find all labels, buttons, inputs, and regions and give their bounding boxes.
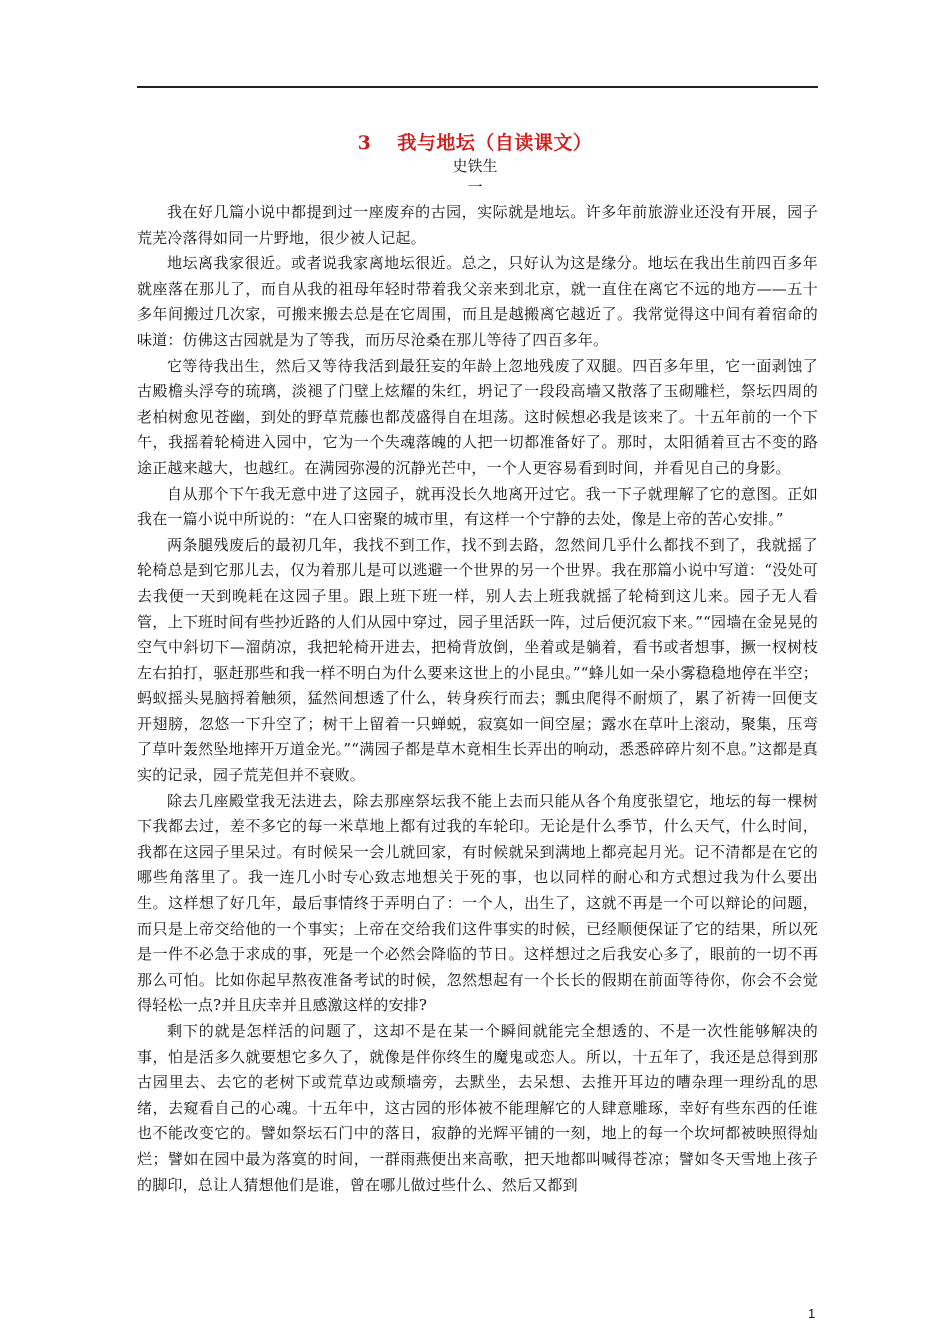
paragraph: 自从那个下午我无意中进了这园子，就再没长久地离开过它。我一下子就理解了它的意图。正如我在一篇小说中所说的：“在人口密聚的城市里，有这样一个宁静的去处，像是上帝的苦心安排。”	[137, 484, 818, 529]
paragraph: 我在好几篇小说中都提到过一座废弃的古园，实际就是地坛。许多年前旅游业还没有开展，园子荒芜冷落得如同一片野地，很少被人记起。	[137, 203, 818, 247]
paragraph: 剩下的就是怎样活的问题了，这却不是在某一个瞬间就能完全想透的、不是一次性能够解决的事，怕是活多久就要想它多久了，就像是伴你终生的魔鬼或恋人。所以，十五年了，我还是总得到那古园里去、去它的老树下或荒草边或颓墙旁，去默坐，去呆想、去推开耳边的嘈杂理一理纷乱的思绪，去窥看自己的心魂。十五年中，这古园的形体被不能理解它的人肆意雕琢，幸好有些东西的任谁也不能改变它的。譬如祭坛石门中的落日，寂静的光辉平铺的一刻，地上的每一个坎坷都被映照得灿烂；譬如在园中最为落寞的时间，一群雨燕便出来高歌，把天地都叫喊得苍凉；譬如冬天雪地上孩子的脚印，总让人猜想他们是谁，曾在哪儿做过些什么、然后又都到	[137, 1022, 818, 1194]
header-rule	[137, 86, 818, 88]
author-name: 史铁生	[452, 157, 498, 175]
page-title	[0, 128, 950, 155]
paragraph: 两条腿残废后的最初几年，我找不到工作，找不到去路，忽然间几乎什么都找不到了，我就摇了轮椅总是到它那儿去，仅为着那儿是可以逃避一个世界的另一个世界。我在那篇小说中写道：“没处可去我便一天到晚耗在这园子里。跟上班下班一样，别人去上班我就摇了轮椅到这儿来。园子无人看管，上下班时间有些抄近路的人们从园中穿过，园子里活跃一阵，过后便沉寂下来。”“园墙在金晃晃的空气中斜切下—溜荫凉，我把轮椅开进去，把椅背放倒，坐着或是躺着，看书或者想事，撅一杈树枝左右拍打，驱赶那些和我一样不明白为什么要来这世上的小昆虫。”“蜂儿如一朵小雾稳稳地停在半空；蚂蚁摇头晃脑捋着触须，猛然间想透了什么，转身疾行而去；瓢虫爬得不耐烦了，累了祈祷一回便支开翅膀，忽悠一下升空了；树干上留着一只蝉蜕，寂寞如一间空屋；露水在草叶上滚动，聚集，压弯了草叶轰然坠地摔开万道金光。”“满园子都是草木竟相生长弄出的响动，悉悉碎碎片刻不息。”这都是真实的记录，园子荒芜但并不衰败。	[137, 535, 818, 785]
page-number: 1	[808, 1306, 816, 1321]
paragraph: 除去几座殿堂我无法进去，除去那座祭坛我不能上去而只能从各个角度张望它，地坛的每一棵树下我都去过，差不多它的每一米草地上都有过我的车轮印。无论是什么季节，什么天气，什么时间，我都在这园子里呆过。有时候呆一会儿就回家，有时候就呆到满地上都亮起月光。记不清都是在它的哪些角落里了。我一连几小时专心致志地想关于死的事，也以同样的耐心和方式想过我为什么要出生。这样想了好几年，最后事情终于弄明白了：一个人，出生了，这就不再是一个可以辩论的问题，而只是上帝交给他的一个事实；上帝在交给我们这件事实的时候，已经顺便保证了它的结果，所以死是一件不必急于求成的事，死是一个必然会降临的节日。这样想过之后我安心多了，眼前的一切不再那么可怕。比如你起早熬夜准备考试的时候，忽然想起有一个长长的假期在前面等待你，你会不会觉得轻松一点?并且庆幸并且感激这样的安排?	[137, 791, 818, 1015]
lesson-title: 我与地坛（自读课文）	[397, 132, 593, 154]
lesson-number: 3	[357, 132, 372, 154]
paragraph: 它等待我出生，然后又等待我活到最狂妄的年龄上忽地残废了双腿。四百多年里，它一面剥蚀了古殿檐头浮夸的琉璃，淡褪了门壁上炫耀的朱红，坍记了一段段高墙又散落了玉砌雕栏，祭坛四周的老柏树愈见苍幽，到处的野草荒藤也都茂盛得自在坦荡。这时候想必我是该来了。十五年前的一个下午，我摇着轮椅进入园中，它为一个失魂落魄的人把一切都准备好了。那时，太阳循着亘古不变的路途正越来越大，也越红。在满园弥漫的沉静光芒中，一个人更容易看到时间，并看见自己的身影。	[137, 356, 818, 477]
paragraph: 地坛离我家很近。或者说我家离地坛很近。总之，只好认为这是缘分。地坛在我出生前四百多年就座落在那儿了，而自从我的祖母年轻时带着我父亲来到北京，就一直住在离它不远的地方——五十多年间搬过几次家，可搬来搬去总是在它周围，而且是越搬离它越近了。我常觉得这中间有着宿命的味道：仿佛这古园就是为了等我，而历尽沧桑在那儿等待了四百多年。	[137, 254, 818, 349]
section-marker: 一	[467, 178, 483, 196]
article-body	[137, 200, 818, 1198]
